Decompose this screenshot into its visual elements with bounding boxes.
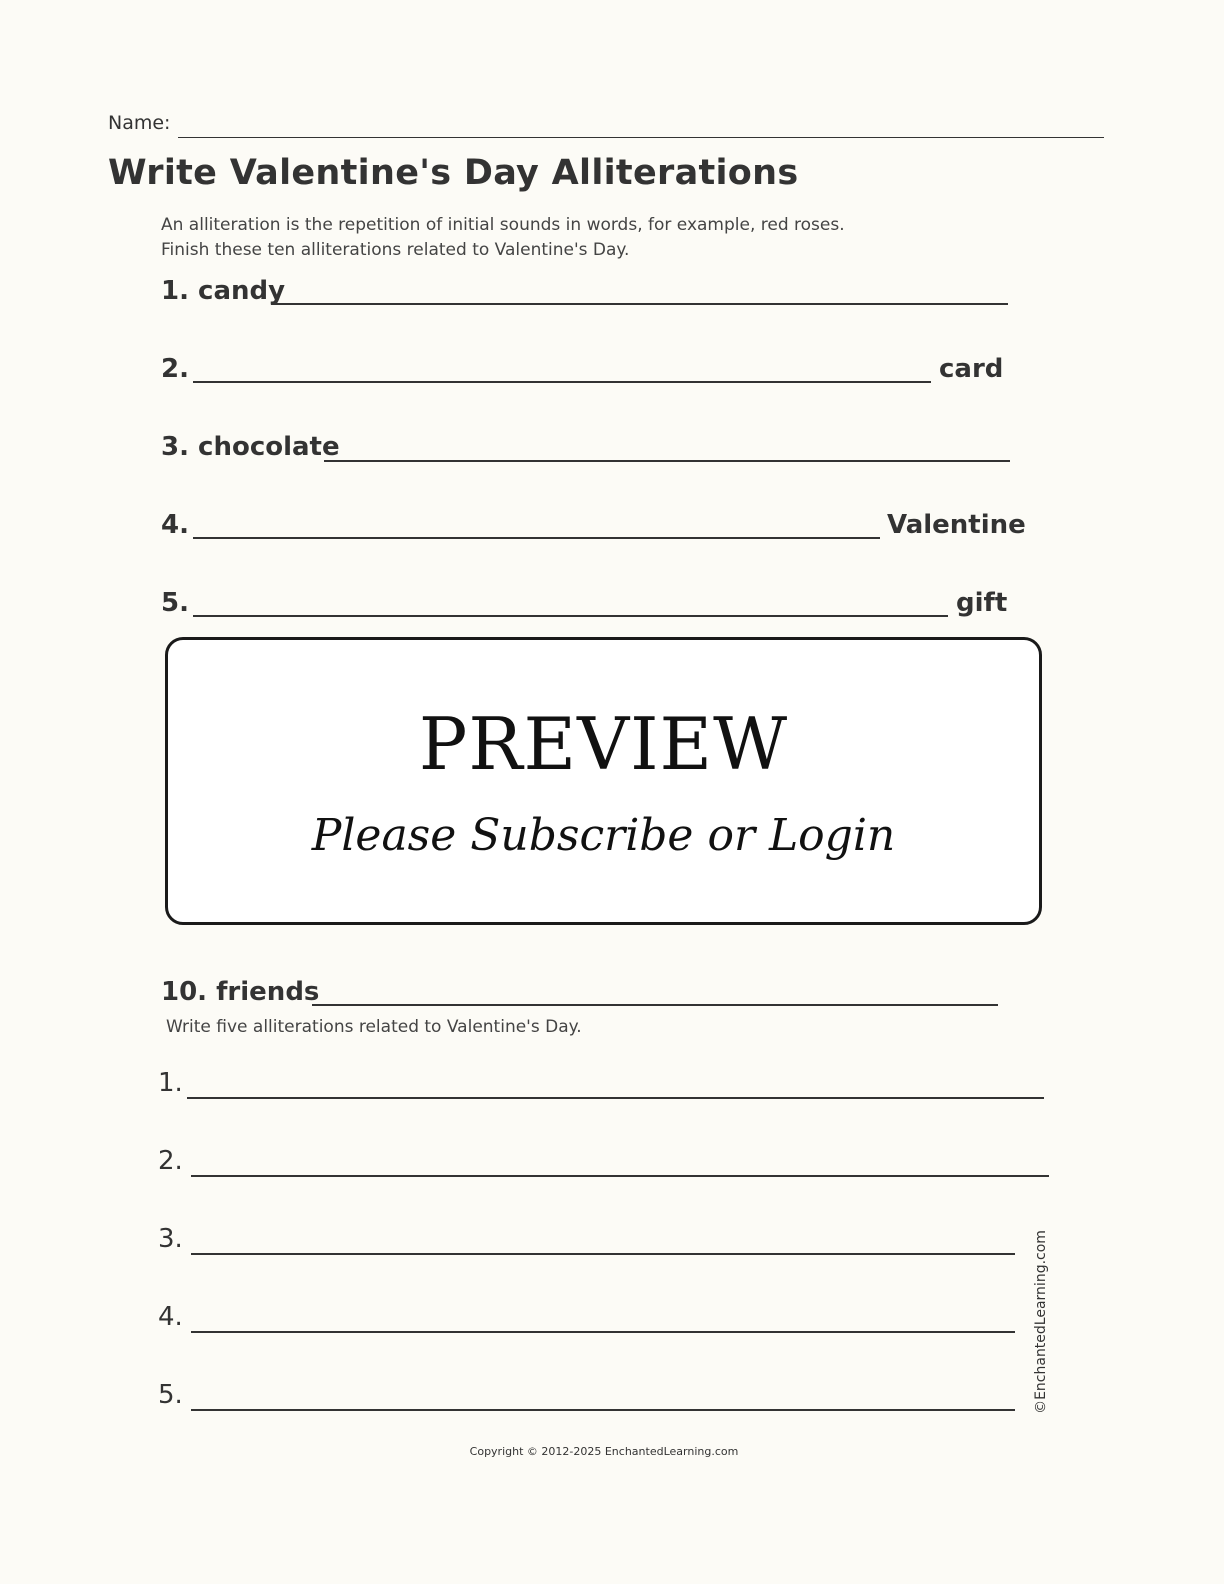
item-3-number: 3.: [161, 432, 189, 462]
item-5-word: gift: [956, 588, 1008, 618]
item-4-word: Valentine: [887, 510, 1026, 540]
item-3-label: [161, 432, 340, 462]
part2-instruction: Write five alliterations related to Valentine's Day.: [166, 1017, 582, 1037]
item-10-label: [161, 977, 319, 1007]
write-line-3-number: 3.: [158, 1224, 183, 1254]
write-line-5-number: 5.: [158, 1380, 183, 1410]
write-line-5[interactable]: [191, 1409, 1015, 1411]
preview-overlay[interactable]: [165, 637, 1042, 925]
item-1-number: 1.: [161, 276, 189, 306]
write-line-4[interactable]: [191, 1331, 1015, 1333]
write-line-4-number: 4.: [158, 1302, 183, 1332]
item-10-word: friends: [216, 977, 320, 1007]
item-1-label: [161, 276, 285, 306]
instruction-line-1: An alliteration is the repetition of initial sounds in words, for example, red roses.: [161, 215, 845, 235]
write-line-1-number: 1.: [158, 1068, 183, 1098]
name-field-line[interactable]: [178, 137, 1104, 138]
item-5-number: 5.: [161, 588, 189, 618]
write-line-2[interactable]: [191, 1175, 1049, 1177]
item-1-answer-line[interactable]: [271, 303, 1008, 305]
item-2-number: 2.: [161, 354, 189, 384]
item-2-answer-line[interactable]: [193, 381, 931, 383]
page-title: Write Valentine's Day Alliterations: [108, 153, 799, 193]
item-4-number: 4.: [161, 510, 189, 540]
item-5-answer-line[interactable]: [193, 615, 948, 617]
item-2-word: card: [939, 354, 1004, 384]
name-label: Name:: [108, 112, 171, 134]
copyright-footer: Copyright © 2012-2025 EnchantedLearning.com: [469, 1445, 739, 1458]
preview-title: PREVIEW: [418, 702, 789, 786]
write-line-2-number: 2.: [158, 1146, 183, 1176]
write-line-3[interactable]: [191, 1253, 1015, 1255]
instruction-line-2: Finish these ten alliterations related to Valentine's Day.: [161, 240, 630, 260]
item-4-answer-line[interactable]: [193, 537, 880, 539]
side-credit: ©EnchantedLearning.com: [1033, 1230, 1049, 1414]
item-1-word: candy: [198, 276, 286, 306]
item-3-word: chocolate: [198, 432, 340, 462]
write-line-1[interactable]: [187, 1097, 1044, 1099]
item-10-answer-line[interactable]: [312, 1004, 998, 1006]
item-3-answer-line[interactable]: [324, 460, 1010, 462]
preview-subtitle: Please Subscribe or Login: [311, 810, 896, 861]
item-10-number: 10.: [161, 977, 208, 1007]
